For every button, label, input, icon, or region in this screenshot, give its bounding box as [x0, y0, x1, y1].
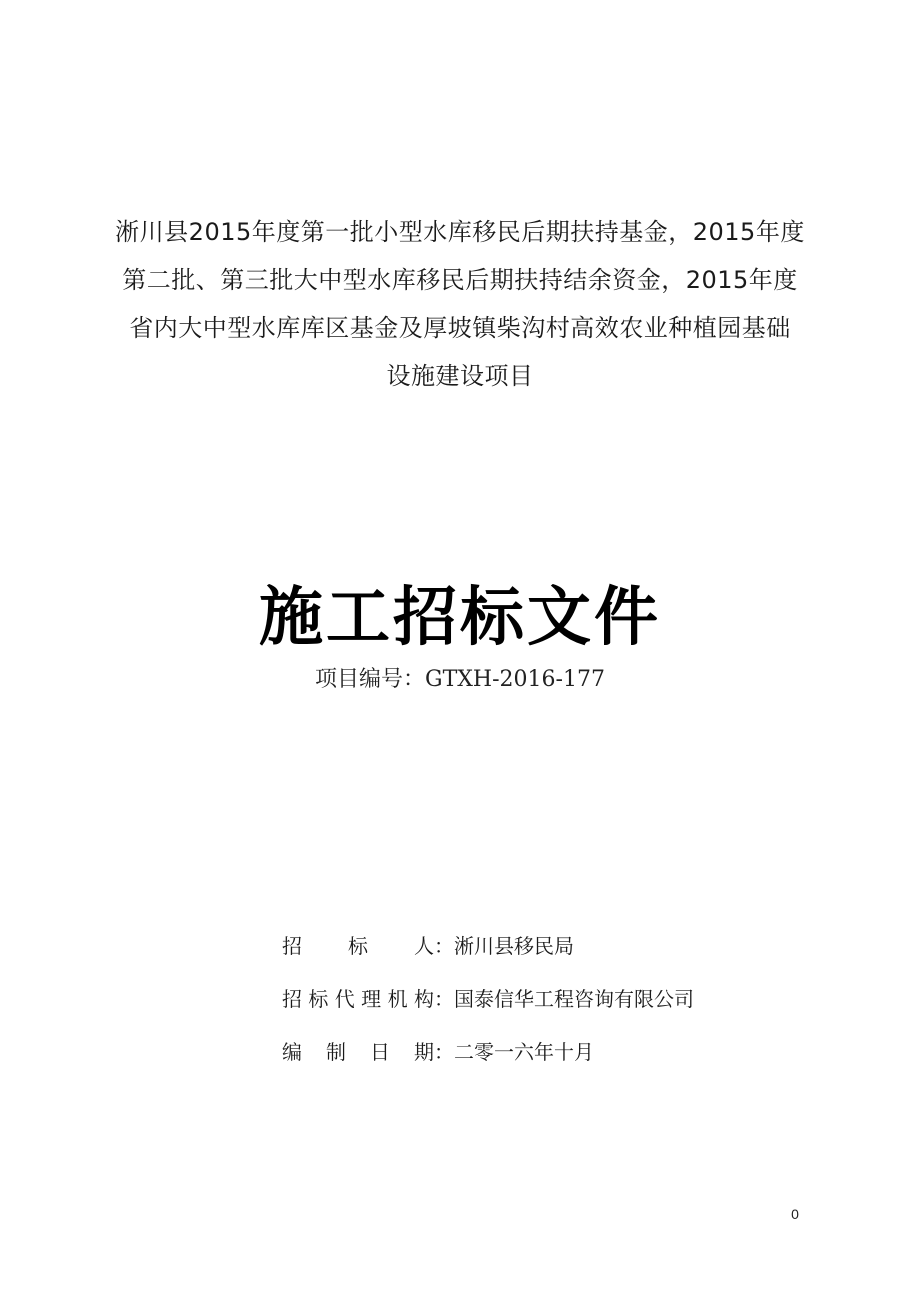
date-label-char: 制	[326, 1040, 346, 1064]
agency-row	[282, 981, 802, 1017]
page-number: 0	[791, 1206, 799, 1222]
project-title-line-1: 淅川县2015年度第一批小型水库移民后期扶持基金，2015年度	[115, 218, 805, 246]
agency-label-char: 机	[387, 987, 408, 1011]
date-row	[282, 1034, 802, 1070]
date-label-char: 期	[414, 1040, 434, 1064]
tenderer-separator: ：	[434, 934, 454, 958]
agency-label-char: 代	[334, 987, 355, 1011]
tenderer-label	[282, 928, 434, 964]
tenderer-row	[282, 928, 802, 964]
date-label-char: 日	[370, 1040, 390, 1064]
agency-label-char: 构	[413, 987, 434, 1011]
tenderer-label-char: 标	[348, 934, 368, 958]
project-title	[95, 208, 825, 400]
tenderer-value: 淅川县移民局	[454, 934, 574, 958]
tenderer-label-char: 招	[282, 934, 302, 958]
project-number: 项目编号：GTXH-2016-177	[315, 667, 605, 692]
agency-label-char: 理	[361, 987, 382, 1011]
document-title: 施工招标文件	[259, 581, 661, 655]
date-label-char: 编	[282, 1040, 302, 1064]
agency-label-char: 标	[308, 987, 329, 1011]
project-title-line-2: 第二批、第三批大中型水库移民后期扶持结余资金，2015年度	[122, 266, 798, 294]
tender-info	[282, 928, 802, 1087]
date-separator: ：	[434, 1040, 454, 1064]
agency-separator: ：	[434, 987, 454, 1011]
project-title-line-4: 设施建设项目	[386, 362, 534, 390]
agency-label	[282, 981, 434, 1017]
date-value: 二零一六年十月	[454, 1040, 594, 1064]
date-label	[282, 1034, 434, 1070]
agency-value: 国泰信华工程咨询有限公司	[454, 987, 694, 1011]
agency-label-char: 招	[282, 987, 302, 1011]
project-title-line-3: 省内大中型水库库区基金及厚坡镇柴沟村高效农业种植园基础	[129, 314, 791, 342]
tenderer-label-char: 人	[414, 934, 434, 958]
